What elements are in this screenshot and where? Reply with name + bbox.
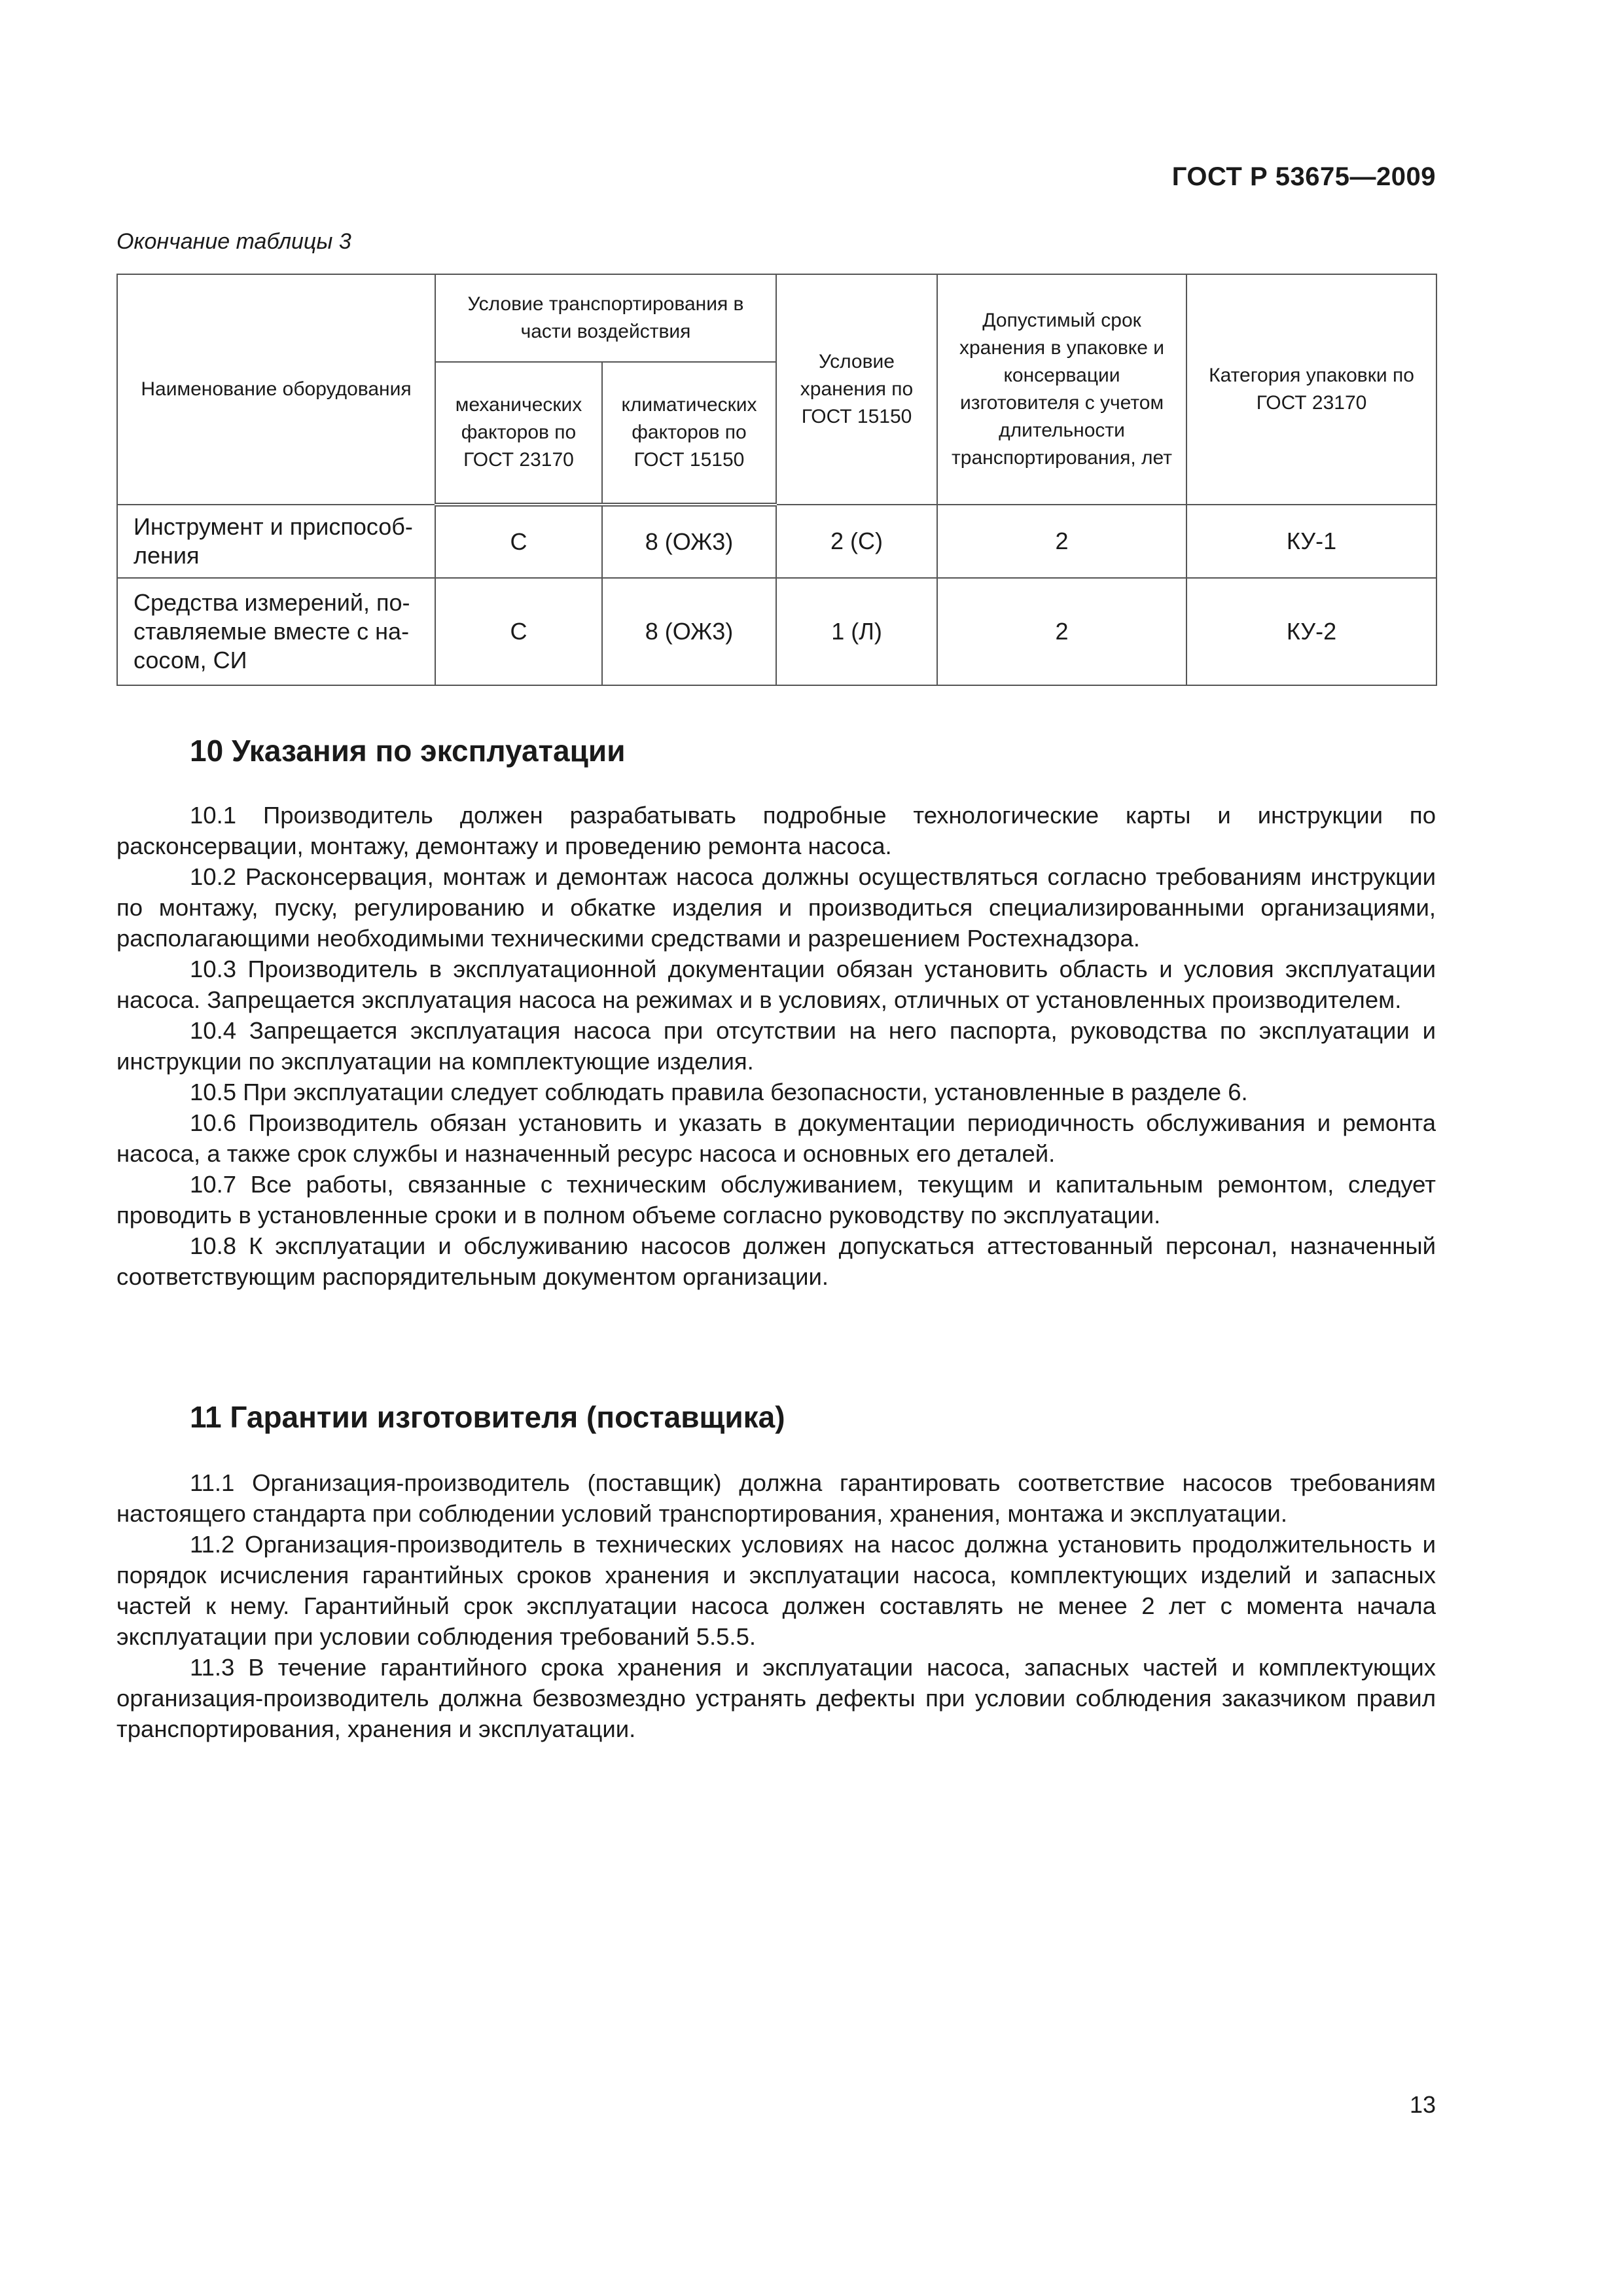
header-storage-term: Допустимый срок хранения в упаковке и консервации изготовителя с учетом длительности транспортирования, лет <box>937 274 1186 505</box>
header-package-category: Категория упаковки по ГОСТ 23170 <box>1186 274 1436 505</box>
paragraph-10-1: 10.1 Производитель должен разрабатывать подробные технологические карты и инструкции по расконсервации, монтажу, демонтажу и проведению ремонта насоса. <box>116 802 1436 859</box>
paragraph-11-3: 11.3 В течение гарантийного срока хранения и эксплуатации насоса, запасных частей и комплектующих организация-производитель должна безвозмездно устранять дефекты при условии соблюдения заказчиком правил транспортирования, хранения и эксплуатации. <box>116 1654 1436 1742</box>
cell-equipment-name: Средства измерений, по-ставляемые вместе с на-сосом, СИ <box>117 578 435 685</box>
cell-mechanical: С <box>435 505 602 578</box>
cell-package: КУ-1 <box>1186 505 1436 578</box>
section-10-heading: 10 Указания по эксплуатации <box>190 734 626 768</box>
paragraph-10-4: 10.4 Запрещается эксплуатация насоса при отсутствии на него паспорта, руководства по эксплуатации и инструкции по эксплуатации на комплектующие изделия. <box>116 1017 1436 1075</box>
table-caption: Окончание таблицы 3 <box>116 229 351 254</box>
paragraph-10-5: 10.5 При эксплуатации следует соблюдать правила безопасности, установленные в разделе 6. <box>190 1079 1248 1105</box>
cell-term: 2 <box>937 505 1186 578</box>
section-11-heading: 11 Гарантии изготовителя (поставщика) <box>190 1400 785 1434</box>
document-code: ГОСТ Р 53675—2009 <box>1171 162 1436 191</box>
section-11-body <box>116 1467 1436 1744</box>
header-mechanical-factors: механических факторов по ГОСТ 23170 <box>435 362 602 505</box>
table-row <box>117 505 1436 578</box>
cell-package: КУ-2 <box>1186 578 1436 685</box>
paragraph-11-2: 11.2 Организация-производитель в технических условиях на насос должна установить продолжительность и порядок исчисления гарантийных сроков хранения и эксплуатации насоса, комплектующих изделий и запасных частей к нему. Гарантийный срок эксплуатации насоса должен составлять не менее 2 лет с момента начала эксплуатации при условии соблюдения требований 5.5.5. <box>116 1531 1436 1650</box>
paragraph-10-3: 10.3 Производитель в эксплуатационной документации обязан установить область и условия эксплуатации насоса. Запрещается эксплуатация насоса на режимах и в условиях, отличных от установленных производителем. <box>116 956 1436 1013</box>
cell-mechanical: С <box>435 578 602 685</box>
cell-storage: 2 (С) <box>776 505 937 578</box>
paragraph-10-2: 10.2 Расконсервация, монтаж и демонтаж насоса должны осуществляться согласно требованиям инструкции по монтажу, пуску, регулированию и обкатке изделия и производиться специализированными организациями, располагающими необходимыми техническими средствами и разрешением Ростехнадзора. <box>116 863 1436 952</box>
paragraph-10-6: 10.6 Производитель обязан установить и указать в документации периодичность обслуживания и ремонта насоса, а также срок службы и назначенный ресурс насоса и основных его деталей. <box>116 1109 1436 1167</box>
paragraph-10-7: 10.7 Все работы, связанные с техническим обслуживанием, текущим и капитальным ремонтом, следует проводить в установленные сроки и в полном объеме согласно руководству по эксплуатации. <box>116 1171 1436 1229</box>
cell-term: 2 <box>937 578 1186 685</box>
page-number: 13 <box>1409 2091 1436 2118</box>
cell-storage: 1 (Л) <box>776 578 937 685</box>
header-climatic-factors: климатических факторов по ГОСТ 15150 <box>602 362 776 505</box>
cell-climatic: 8 (ОЖ3) <box>602 578 776 685</box>
cell-equipment-name: Инструмент и приспособ-ления <box>117 505 435 578</box>
cell-climatic: 8 (ОЖ3) <box>602 505 776 578</box>
storage-conditions-table <box>116 274 1437 686</box>
table-row <box>117 578 1436 685</box>
header-storage-condition: Условие хранения по ГОСТ 15150 <box>776 274 937 505</box>
paragraph-10-8: 10.8 К эксплуатации и обслуживанию насосов должен допускаться аттестованный персонал, назначенный соответствующим распорядительным документом организации. <box>116 1232 1436 1290</box>
header-transport-conditions: Условие транспортирования в части воздействия <box>435 274 776 362</box>
section-10-body <box>116 800 1436 1292</box>
paragraph-11-1: 11.1 Организация-производитель (поставщик) должна гарантировать соответствие насосов требованиям настоящего стандарта при соблюдении условий транспортирования, хранения, монтажа и эксплуатации. <box>116 1469 1436 1527</box>
header-equipment-name: Наименование оборудования <box>117 274 435 505</box>
